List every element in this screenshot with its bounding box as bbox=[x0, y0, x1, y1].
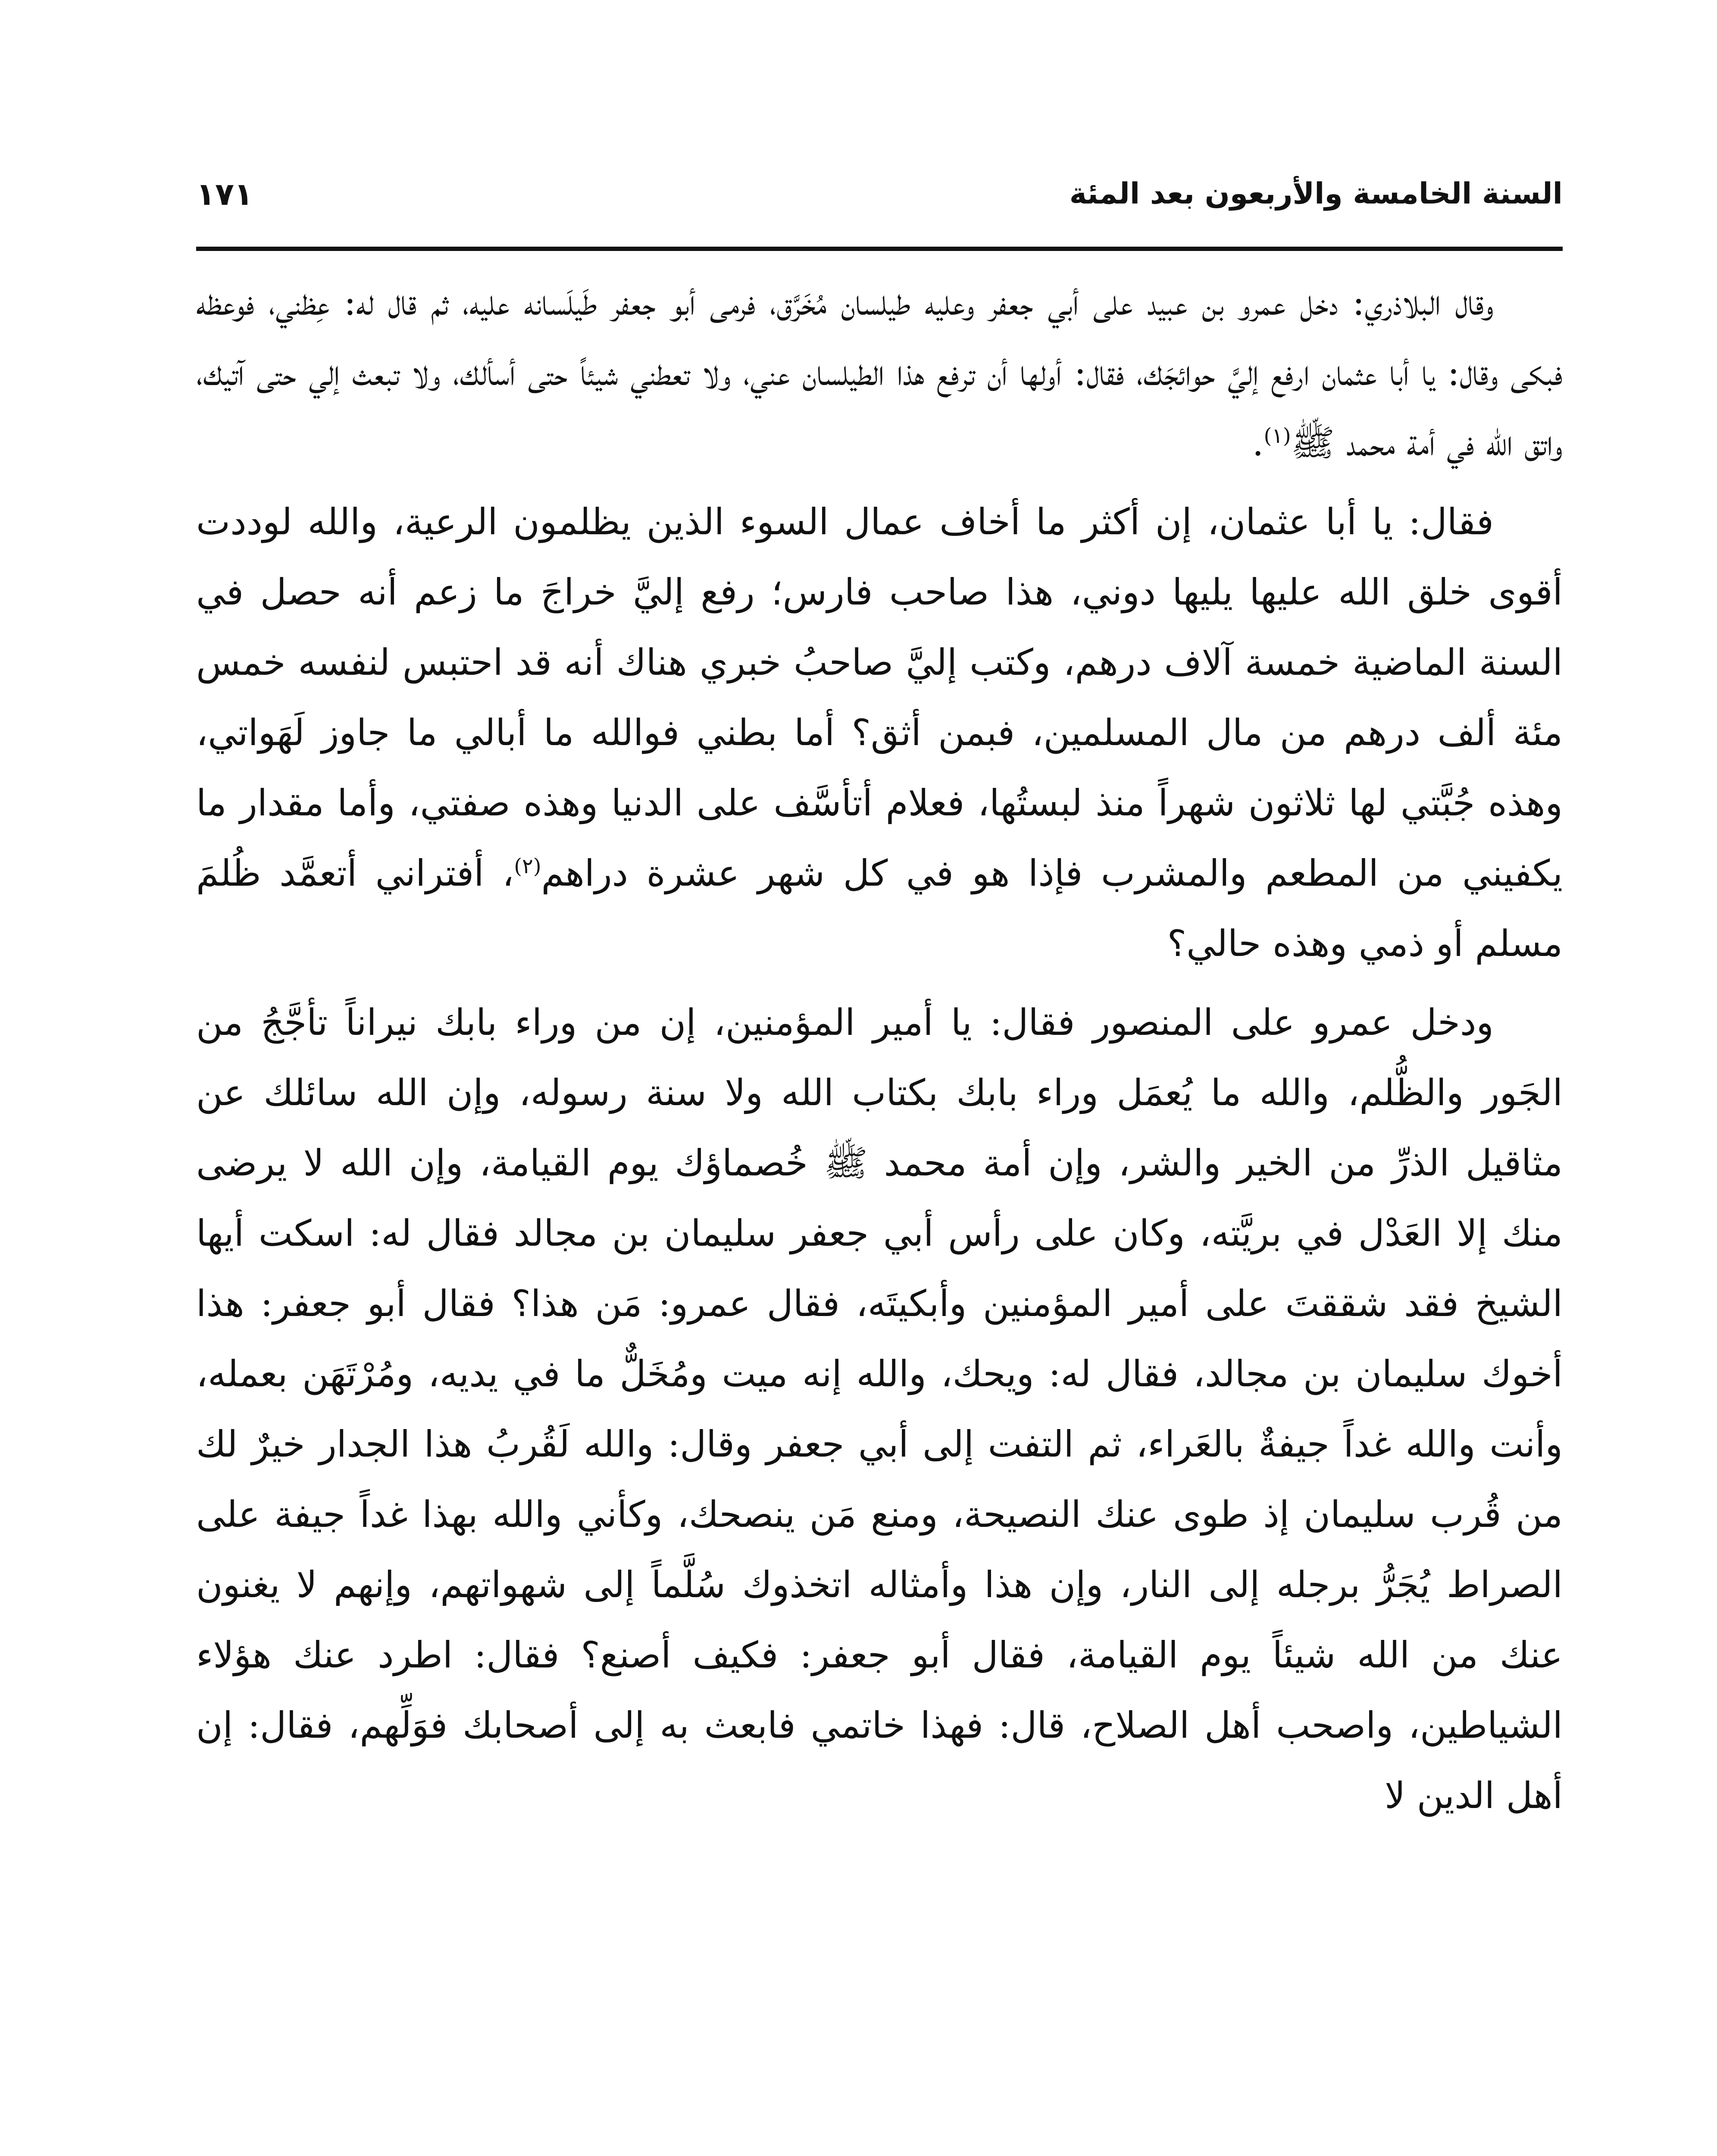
page-number: ١٧١ bbox=[196, 176, 253, 212]
page-header bbox=[196, 170, 1563, 235]
paragraph-text: وقال البلاذري: دخل عمرو بن عبيد على أبي جعفر وعليه طيلسان مُخَرَّق، فرمى أبو جعفر طَيلَسانه عليه، ثم قال له: عِظني، فوعظه فبكى وقال: يا أبا عثمان ارفع إليَّ حوائجَك، فقال: أولها أن ترفع هذا الطيلسان عني، ولا تعطني شيئاً حتى أسألك، ولا تبعث إلي حتى آتيك، واتق الله في أمة محمد ﷺ bbox=[196, 281, 1563, 464]
paragraph-2 bbox=[196, 487, 1563, 979]
running-title: السنة الخامسة والأربعون بعد المئة bbox=[1069, 177, 1563, 211]
paragraph-text: فقال: يا أبا عثمان، إن أكثر ما أخاف عمال السوء الذين يظلمون الرعية، والله لوددت أقوى خلق الله عليها يليها دوني، هذا صاحب فارس؛ رفع إليَّ خراجَ ما زعم أنه حصل في السنة الماضية خمسة آلاف درهم، وكتب إليَّ صاحبُ خبري هناك أنه قد احتبس لنفسه خمس مئة ألف درهم من مال المسلمين، فبمن أثق؟ أما بطني فوالله ما أبالي ما جاوز لَهَواتي، وهذه جُبَّتي لها ثلاثون شهراً منذ لبستُها، فعلام أتأسَّف على الدنيا وهذه صفتي، وأما مقدار ما يكفيني من المطعم والمشرب فإذا هو في كل شهر عشرة دراهم bbox=[196, 501, 1563, 894]
paragraph-text: ودخل عمرو على المنصور فقال: يا أمير المؤمنين، إن من وراء بابك نيراناً تأجَّجُ من الجَور والظُّلم، والله ما يُعمَل وراء بابك بكتاب الله ولا سنة رسوله، وإن الله سائلك عن مثاقيل الذرِّ من الخير والشر، وإن أمة محمد ﷺ خُصماؤك يوم القيامة، وإن الله لا يرضى منك إلا العَدْل في بريَّته، وكان على رأس أبي جعفر سليمان بن مجالد فقال له: اسكت أيها الشيخ فقد شققتَ على أمير المؤمنين وأبكيتَه، فقال عمرو: مَن هذا؟ فقال أبو جعفر: هذا أخوك سليمان بن مجالد، فقال له: ويحك، والله إنه ميت ومُخَلٌّ ما في يديه، ومُرْتَهَن بعمله، وأنت والله غداً جيفةٌ بالعَراء، ثم التفت إلى أبي جعفر وقال: والله لَقُربُ هذا الجدار خيرٌ لك من قُرب سليمان إذ طوى عنك النصيحة، ومنع مَن ينصحك، وكأني والله بهذا غداً جيفة على الصراط يُجَرُّ برجله إلى النار، وإن هذا وأمثاله اتخذوك سُلَّماً إلى شهواتهم، وإنهم لا يغنون عنك من الله شيئاً يوم القيامة، فقال أبو جعفر: فكيف أصنع؟ فقال: اطرد عنك هؤلاء الشياطين، واصحب أهل الصلاح، قال: فهذا خاتمي فابعث به إلى أصحابك فوَلِّهم، فقال: إن أهل الدين لا bbox=[196, 1001, 1563, 1817]
header-rule bbox=[196, 247, 1563, 251]
paragraph-tail: ، أفتراني أتعمَّد ظُلمَ مسلم أو ذمي وهذه حالي؟ bbox=[196, 852, 1563, 965]
main-text bbox=[196, 267, 1563, 1839]
footnote-ref-1: (١) bbox=[1264, 424, 1291, 448]
paragraph-tail: . bbox=[1252, 422, 1264, 464]
paragraph-1 bbox=[196, 267, 1563, 478]
paragraph-3 bbox=[196, 987, 1563, 1831]
footnote-ref-2: (٢) bbox=[514, 854, 541, 878]
